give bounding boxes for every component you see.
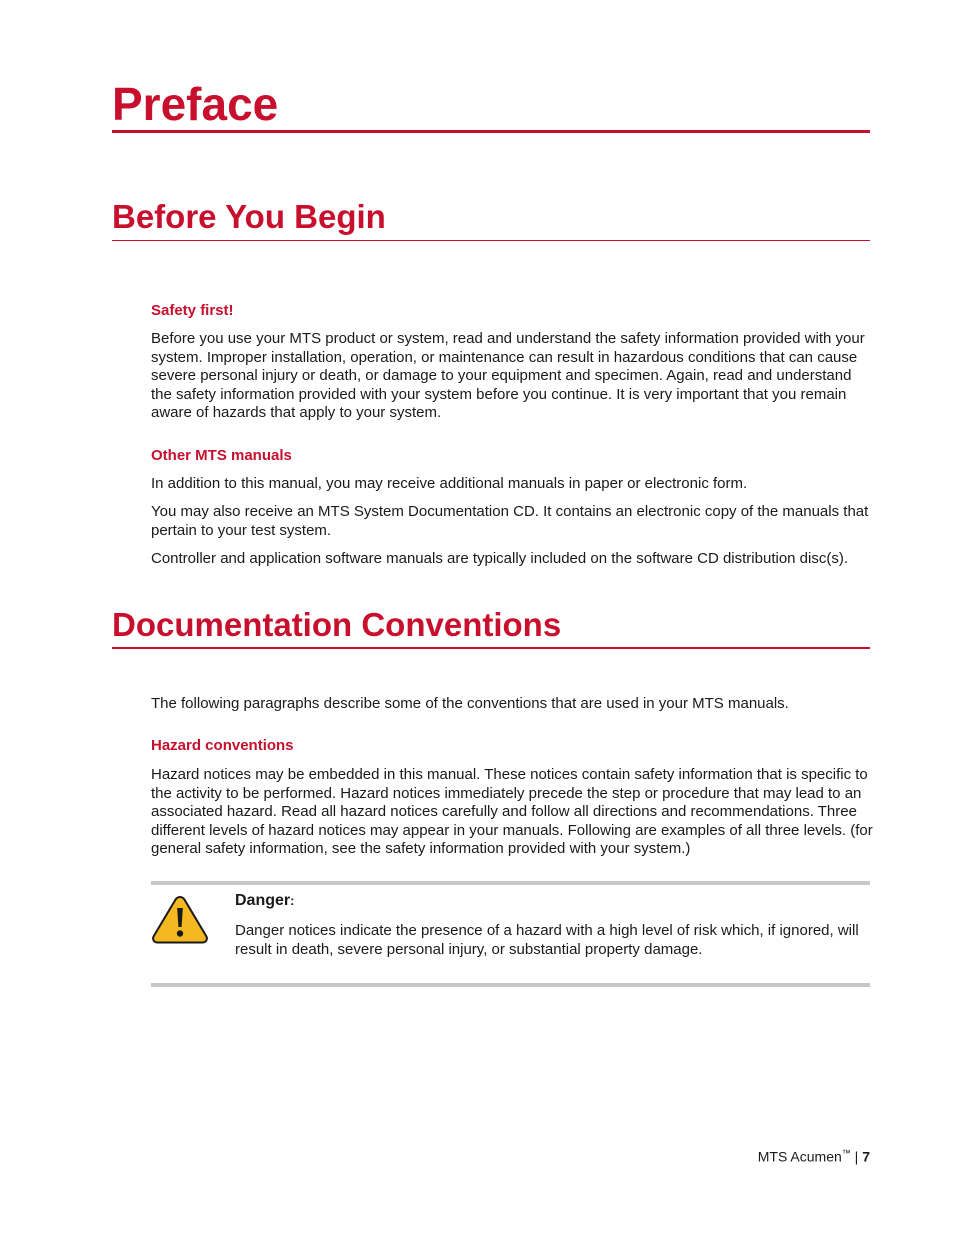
section-heading-documentation-conventions: Documentation Conventions: [112, 606, 562, 643]
title-rule: [112, 130, 870, 133]
danger-notice-text: Danger notices indicate the presence of a hazard with a high level of risk which, if ignored, will result in death, severe personal injury, or substantial property damage.: [235, 922, 859, 958]
page-footer: [758, 1148, 870, 1165]
notice-top-rule: [151, 881, 870, 885]
section-rule: [112, 647, 870, 649]
subheading-other-manuals: Other MTS manuals: [151, 447, 292, 464]
manuals-paragraph-1: In addition to this manual, you may receive additional manuals in paper or electronic form.: [151, 475, 748, 492]
notice-bottom-rule: [151, 983, 870, 987]
footer-product: MTS Acumen: [757, 1148, 842, 1165]
manuals-paragraph-2: You may also receive an MTS System Documentation CD. It contains an electronic copy of the manuals that pertain to your test system.: [151, 503, 869, 539]
section-rule: [112, 240, 870, 241]
page-number: 7: [862, 1148, 870, 1165]
danger-notice-title: Danger:: [235, 892, 295, 909]
section-heading-before-you-begin: Before You Begin: [112, 198, 386, 235]
warning-triangle-icon: [151, 894, 209, 944]
safety-paragraph: Before you use your MTS product or system, read and understand the safety information provided with your system. Improper installation, operation, or maintenance can result in hazardous conditions that can cause severe personal injury or death, or damage to your equipment and specimen. Again, read and understand the safety information provided with your system before you continue. It is very important that you remain aware of hazards that apply to your system.: [151, 330, 865, 422]
subheading-safety-first: Safety first!: [151, 302, 234, 319]
trademark-symbol: ™: [841, 1148, 851, 1158]
page-title: Preface: [112, 78, 279, 130]
manuals-paragraph-3: Controller and application software manuals are typically included on the software CD distribution disc(s).: [151, 550, 849, 567]
conventions-intro: The following paragraphs describe some of the conventions that are used in your MTS manuals.: [151, 695, 789, 712]
footer-separator: |: [854, 1148, 859, 1165]
subheading-hazard-conventions: Hazard conventions: [151, 737, 294, 754]
hazard-paragraph: Hazard notices may be embedded in this manual. These notices contain safety information that is specific to the activity to be performed. Hazard notices immediately precede the step or procedure that may lead to an associated hazard. Read all hazard notices carefully and follow all directions and recommendations. Three different levels of hazard notices may appear in your manuals. Following are examples of all three levels. (for general safety information, see the safety information provided with your system.): [151, 766, 873, 858]
